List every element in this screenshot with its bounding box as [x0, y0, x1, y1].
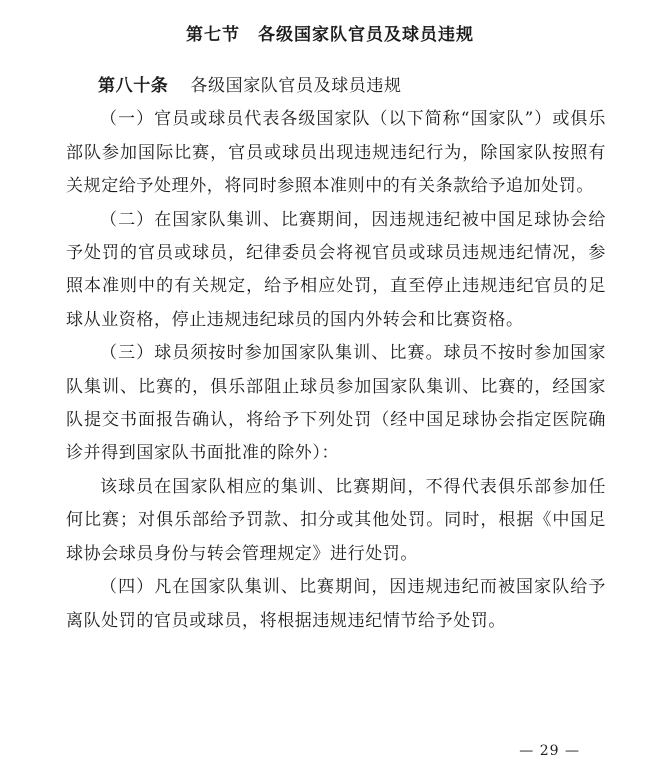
article-title: 各级国家队官员及球员违规 — [190, 76, 402, 96]
page-number: — 29 — — [519, 743, 580, 759]
paragraph-4: 该球员在国家队相应的集训、比赛期间，不得代表俱乐部参加任何比赛；对俱乐部给予罚款、扣分或其他处罚。同时，根据《中国足球协会球员身份与转会管理规定》进行处罚。 — [66, 476, 606, 564]
paragraph-3: （三）球员须按时参加国家队集训、比赛。球员不按时参加国家队集训、比赛的，俱乐部阻止球员参加国家队集训、比赛的，经国家队提交书面报告确认，将给予下列处罚（经中国足球协会指定医院确诊并得到国家队书面批准的除外）： — [66, 343, 606, 464]
paragraph-5: （四）凡在国家队集训、比赛期间，因违规违纪而被国家队给予离队处罚的官员或球员，将根据违规违纪情节给予处罚。 — [66, 577, 606, 631]
article-body — [66, 70, 606, 638]
article-heading — [98, 70, 606, 103]
article-number: 第八十条 — [98, 76, 169, 96]
section-title: 第七节 各级国家队官员及球员违规 — [186, 25, 474, 45]
paragraph-1: （一）官员或球员代表各级国家队（以下简称“国家队”）或俱乐部队参加国际比赛，官员或球员出现违规违纪行为，除国家队按照有关规定给予处理外，将同时参照本准则中的有关条款给予追加处罚。 — [66, 109, 606, 197]
paragraph-2: （二）在国家队集训、比赛期间，因违规违纪被中国足球协会给予处罚的官员或球员，纪律委员会将视官员或球员违规违纪情况，参照本准则中的有关规定，给予相应处罚，直至停止违规违纪官员的足球从业资格，停止违规违纪球员的国内外转会和比赛资格。 — [66, 209, 606, 330]
